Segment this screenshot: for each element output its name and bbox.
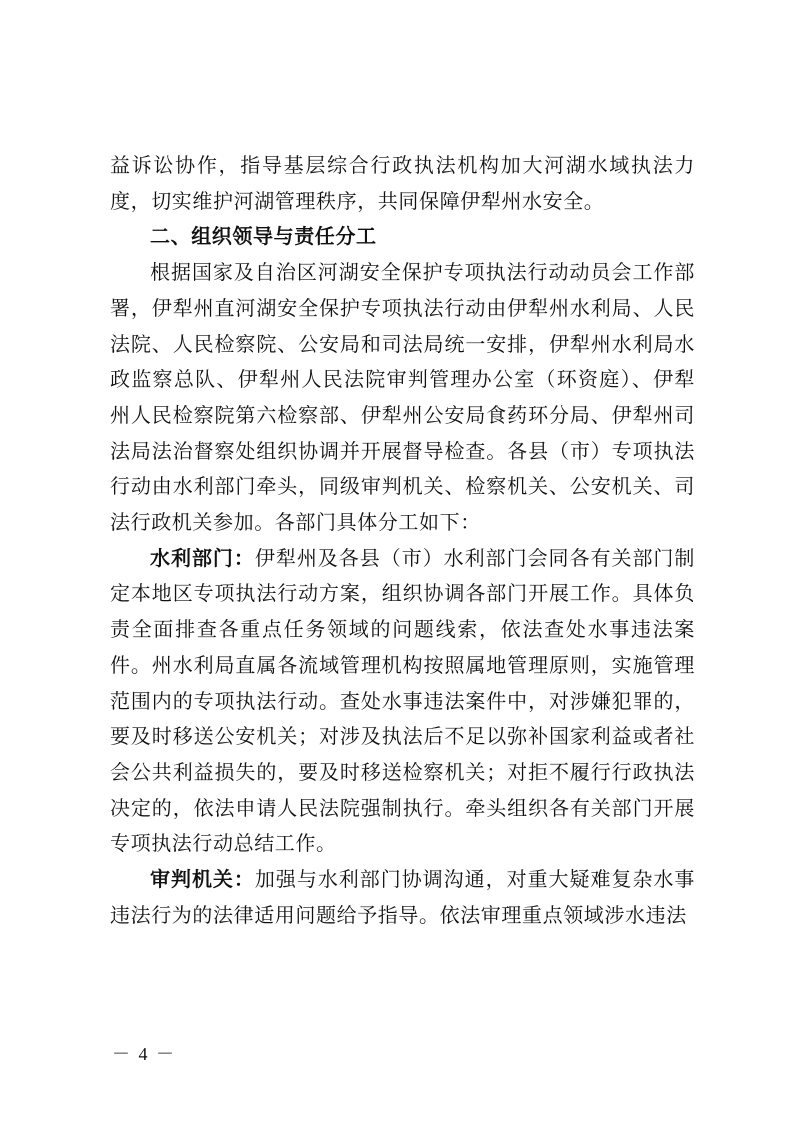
water-dept-text: 伊犁州及各县（市）水利部门会同各有关部门制定本地区专项执法行动方案，组织协调各部门开展工作。具体负责全面排查各重点任务领域的问题线索，依法查处水事违法案件。州水利局直属各流域管理机构按照属地管理原则，实施管理范围内的专项执法行动。查处水事违法案件中，对涉嫌犯罪的，要及时移送公安机关；对涉及执法后不足以弥补国家利益或者社会公共利益损失的，要及时移送检察机关；对拒不履行行政执法决定的，依法申请人民法院强制执行。牵头组织各有关部门开展专项执法行动总结工作。 xyxy=(110,545,696,856)
paragraph-water-dept xyxy=(110,541,695,862)
section-heading: 二、组织领导与责任分工 xyxy=(150,224,377,249)
paragraph-judicial-org xyxy=(110,862,695,933)
water-dept-lead: 水利部门： xyxy=(150,545,255,570)
paragraph-intro: 根据国家及自治区河湖安全保护专项执法行动动员会工作部署，伊犁州直河湖安全保护专项执法行动由伊犁州水利局、人民法院、人民检察院、公安局和司法局统一安排，伊犁州水利局水政监察总队、伊犁州人民法院审判管理办公室（环资庭）、伊犁州人民检察院第六检察部、伊犁州公安局食药环分局、伊犁州司法局法治督察处组织协调并开展督导检查。各县（市）专项执法行动由水利部门牵头，同级审判机关、检察机关、公安机关、司法行政机关参加。各部门具体分工如下： xyxy=(110,260,695,535)
paragraph-continuation: 益诉讼协作，指导基层综合行政执法机构加大河湖水域执法力度，切实维护河湖管理秩序，共同保障伊犁州水安全。 xyxy=(110,153,695,213)
judicial-org-lead: 审判机关： xyxy=(150,867,255,892)
page-number: － 4 － xyxy=(112,1044,176,1064)
document-body xyxy=(110,148,695,933)
judicial-org-text: 加强与水利部门协调沟通，对重大疑难复杂水事违法行为的法律适用问题给予指导。依法审理重点领域涉水违法 xyxy=(110,867,696,927)
